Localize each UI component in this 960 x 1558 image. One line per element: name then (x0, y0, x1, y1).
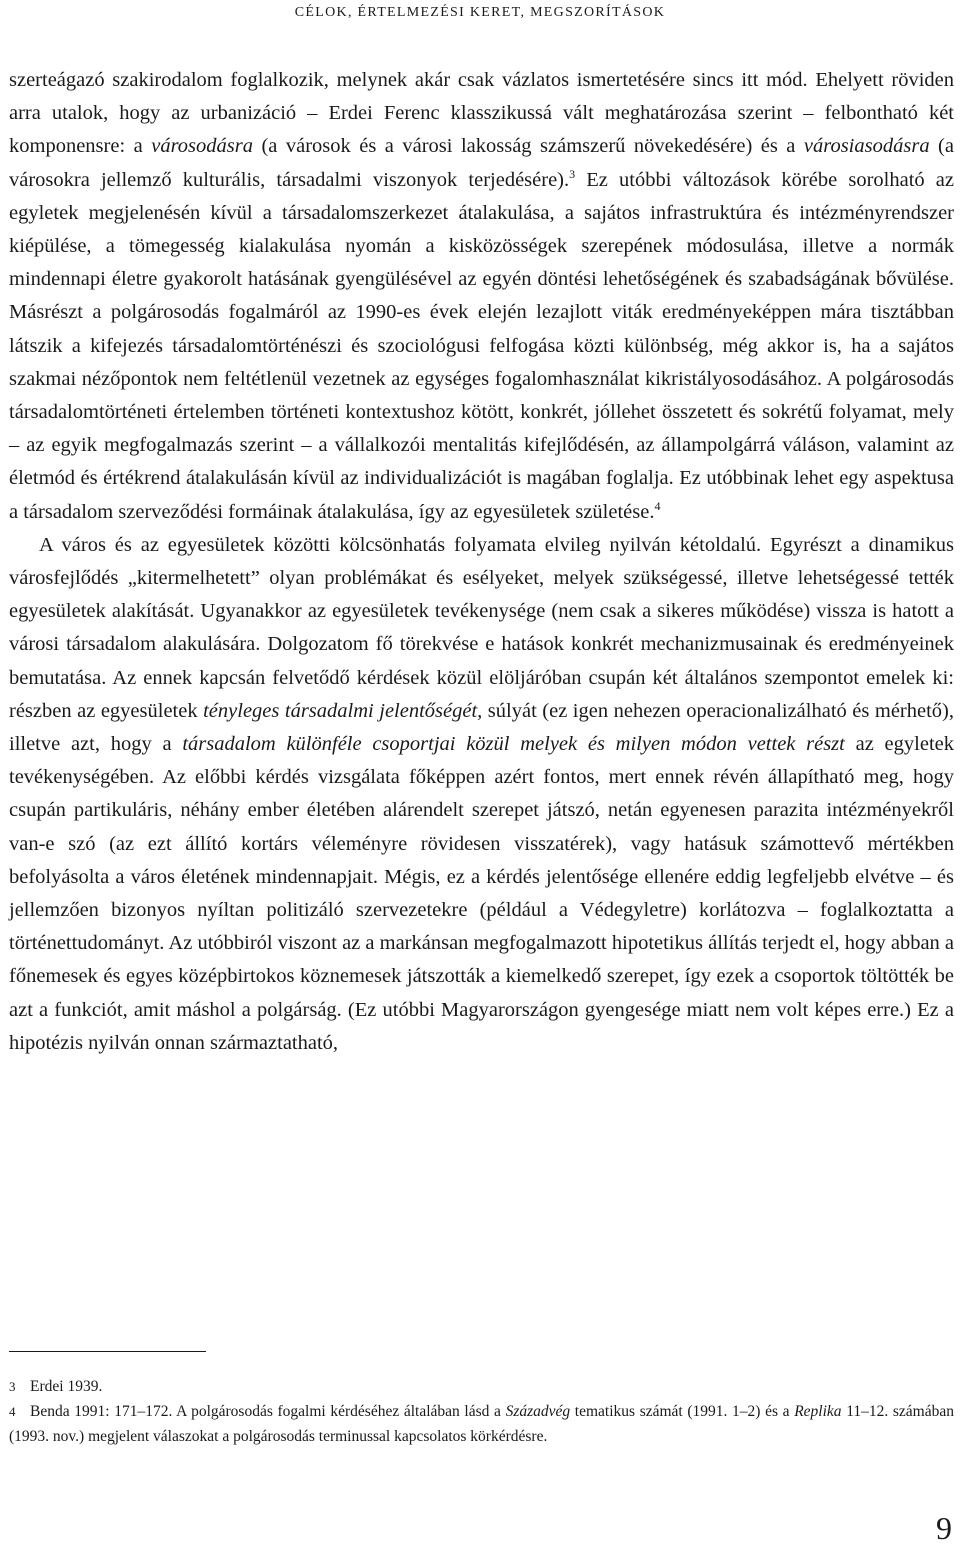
emphasis: Századvég (505, 1403, 571, 1420)
text-run: az egyletek tevékenységében. Az előbbi kérdés vizsgálata főképpen azért fontos, mert ennek révén állapítható meg, hogy csupán partikuláris, néhány ember életében alárendelt szerepet játszó, netán egyenesen parazita intézményekről van-e szó (az ezt állító kortárs véleményre rövidesen visszatérek), vagy hatásuk számottevő mértékben befolyásolta a város életének mindennapjait. Mégis, ez a kérdés jelentősége ellenére eddig legfeljebb elvétve – és jellemzően bizonyos nyíltan politizáló szervezetekre (például a Védegyletre) korlátozva – foglalkoztatta a történettudományt. Az utóbbiról viszont az a markánsan megfogalmazott hipotetikus állítás terjedt el, hogy abban a főnemesek és egyes középbirtokos köznemesek játszották a kiemelkedő szerepet, így ezek a csoportok töltötték be azt a funkciót, amit máshol a polgárság. (Ez utóbbi Magyarországon gyengesége miatt nem volt képes erre.) Ez a hipotézis nyilván onnan származtatható, (9, 733, 955, 1054)
paragraph (9, 529, 954, 1060)
footnote (9, 1399, 954, 1449)
emphasis: Replika (794, 1403, 842, 1420)
text-run: 11–12. számában (1993. nov.) megjelent válaszokat a polgárosodás terminussal kapcsolatos körkérdésre. (9, 1403, 954, 1445)
emphasis: városiasodásra (803, 135, 930, 158)
paragraph (9, 64, 954, 529)
body-text (9, 64, 954, 1060)
text-run: szerteágazó szakirodalom foglalkozik, melynek akár csak vázlatos ismertetésére sincs itt mód. Ehelyett röviden arra utalok, hogy az urbanizáció – Erdei Ferenc klasszikussá vált meghatározása szerint – felbontható két komponensre: a (9, 69, 954, 158)
footnote-rule (9, 1351, 206, 1352)
text-run: súlyát (ez igen nehezen operacionalizálható és mérhető), illetve azt, hogy a (9, 699, 954, 756)
text-run: (a városok és a városi lakosság számszerű növekedésére) és a (252, 135, 804, 158)
text-run: A város és az egyesületek közötti kölcsönhatás folyamata elvileg nyilván kétoldalú. Egyrészt a dinamikus városfejlődés „kitermelhetett” olyan problémákat és esélyeket, melyek szükségessé, illetve lehetségessé tették egyesületek alakítását. Ugyanakkor az egyesületek tevékenysége (nem csak a sikeres működése) vissza is hatott a városi társadalom alakulására. Dolgozatom fő törekvése e hatások konkrét mechanizmusainak és eredményeinek bemutatása. Az ennek kapcsán felvetődő kérdések közül elöljáróban csupán két általános szempontot emelek ki: részben az egyesületek (9, 533, 954, 722)
emphasis: tényleges társadalmi jelentőségét, (203, 699, 483, 722)
text-run: Erdei 1939. (30, 1378, 103, 1395)
footnote-number: 3 (9, 1379, 16, 1394)
text-run: (a városokra jellemző kulturális, társadalmi viszonyok terjedésére). (9, 135, 954, 191)
text-run: Benda 1991: 171–172. A polgárosodás fogalmi kérdéséhez általában lásd a (30, 1403, 506, 1420)
text-run: tematikus számát (1991. 1–2) és a (570, 1403, 795, 1420)
emphasis: társadalom különféle csoportjai közül melyek és milyen módon vettek részt (182, 733, 845, 756)
footnote (9, 1374, 954, 1399)
footnote-number: 4 (9, 1404, 16, 1419)
running-head: CÉLOK, ÉRTELMEZÉSI KERET, MEGSZORÍTÁSOK (294, 5, 666, 20)
footnotes (9, 1374, 954, 1449)
emphasis: városodásra (151, 135, 253, 158)
page-number: 9 (936, 1510, 952, 1546)
text-run: Ez utóbbi változások körébe sorolható az egyletek megjelenésén kívül a társadalomszerkezet átalakulása, a sajátos infrastruktúra és intézményrendszer kiépülése, a tömegesség kialakulása nyomán a kisközösségek szerepének módosulása, illetve a normák mindennapi életre gyakorolt hatásának gyengülésével az egyén döntési lehetőségének és szabadságának bővülése. Másrészt a polgárosodás fogalmáról az 1990-es évek elején lezajlott viták eredményeképpen mára tisztábban látszik a kifejezés társadalomtörténészi és szociológusi felfogása közti különbség, még akkor is, ha a sajátos szakmai nézőpontok nem feltétlenül vezetnek az egységes fogalomhasználat kikristályosodásához. A polgárosodás társadalomtörténeti értelemben történeti kontextushoz kötött, konkrét, jóllehet összetett és sokrétű folyamat, mely – az egyik megfogalmazás szerint – a vállalkozói mentalitás kifejlődésén, az állampolgárrá váláson, valamint az életmód és értékrend átalakulásán kívül az individualizációt is magában foglalja. Ez utóbbinak lehet egy aspektusa a társadalom szerveződési formáinak átalakulása, így az egyesületek születése. (9, 168, 954, 523)
footnote-ref: 3 (569, 166, 576, 181)
footnote-ref: 4 (654, 498, 661, 513)
